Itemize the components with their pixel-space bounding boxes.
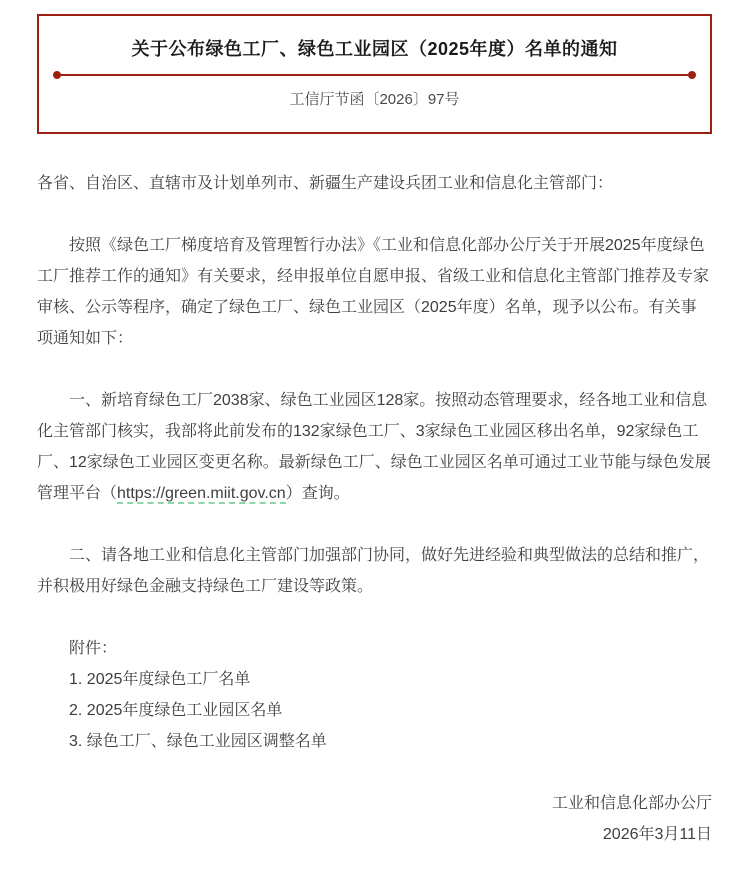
attachments-section	[37, 633, 712, 757]
attachment-item-2: 2. 2025年度绿色工业园区名单	[69, 702, 283, 719]
paragraph-intro-text: 按照《绿色工厂梯度培育及管理暂行办法》《工业和信息化部办公厅关于开展2025年度绿色工厂推荐工作的通知》有关要求，经申报单位自愿申报、省级工业和信息化主管部门推荐及专家审核、公示等程序，确定了绿色工厂、绿色工业园区（2025年度）名单，现予以公布。有关事项通知如下：	[37, 237, 710, 347]
paragraph-item-2	[37, 540, 712, 602]
attachment-item-3: 3. 绿色工厂、绿色工业园区调整名单	[69, 733, 327, 750]
item-1-text-before-link: 一、新培育绿色工厂2038家、绿色工业园区128家。按照动态管理要求，经各地工业和信息化主管部门核实，我部将此前发布的132家绿色工厂、3家绿色工业园区移出名单，92家绿色工厂、12家绿色工业园区变更名称。最新绿色工厂、绿色工业园区名单可通过工业节能与绿色发展管理平台（	[37, 392, 711, 502]
header-divider	[55, 74, 694, 76]
paragraph-item-1	[37, 385, 712, 509]
divider-right-dot-icon	[688, 71, 696, 79]
signature-block	[37, 788, 712, 850]
green-platform-link[interactable]: https://green.miit.gov.cn	[117, 485, 286, 502]
divider-left-dot-icon	[53, 71, 61, 79]
document-header-box	[37, 14, 712, 134]
attachment-item-1: 1. 2025年度绿色工厂名单	[69, 671, 251, 688]
salutation-line: 各省、自治区、直辖市及计划单列市、新疆生产建设兵团工业和信息化主管部门：	[37, 175, 614, 192]
document-title: 关于公布绿色工厂、绿色工业园区（2025年度）名单的通知	[131, 39, 618, 59]
paragraph-intro	[37, 230, 712, 354]
document-page	[0, 14, 748, 870]
document-body	[37, 168, 712, 850]
signature-org: 工业和信息化部办公厅	[551, 795, 712, 812]
item-1-text-after-link: ）查询。	[285, 485, 350, 502]
item-2-text: 二、请各地工业和信息化主管部门加强部门协同，做好先进经验和典型做法的总结和推广，并积极用好绿色金融支持绿色工厂建设等政策。	[37, 547, 710, 595]
signature-date: 2026年3月11日	[602, 826, 712, 843]
attachments-label: 附件：	[69, 640, 118, 657]
document-number: 工信厅节函〔2026〕97号	[289, 91, 460, 108]
